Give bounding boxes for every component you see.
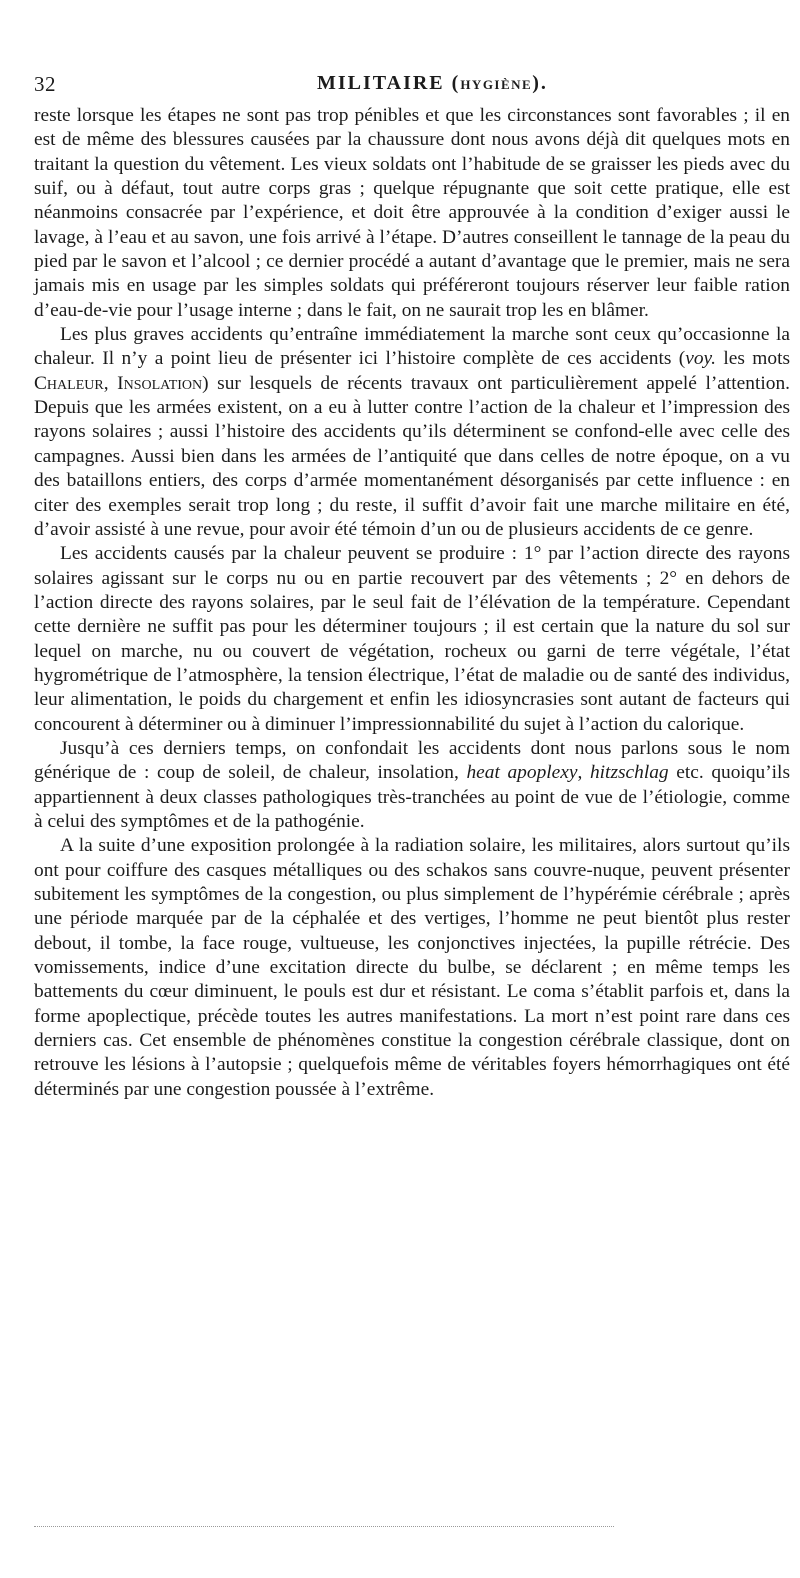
paragraph-text: , (577, 762, 590, 784)
foreign-term: heat apoplexy (466, 762, 578, 784)
paragraph-text: Les plus graves accidents qu’entraîne immédiatement la marche sont ceux qu’occasionne la chaleur. Il n’y a point lieu de présenter ici l’histoire complète de ces accidents ( (34, 324, 790, 370)
paragraph-text: Jusqu’à ces derniers temps, on confondait les accidents dont nous parlons sous le nom générique de : coup de soleil, de chaleur, insolation, (34, 737, 790, 784)
page-number: 32 (34, 72, 56, 96)
running-title-sub: HYGIÈNE (460, 77, 533, 92)
paragraph-heat-accidents (34, 323, 790, 542)
paragraph-terminology (34, 737, 790, 834)
foreign-term: hitzschlag (589, 762, 669, 784)
paragraph-text: etc. quoiqu’ils appartiennent à deux classes pathologiques très-tranchées au point de vue de l’étiologie, comme à celui des symptômes et de la pathogénie. (34, 762, 790, 832)
running-head (30, 72, 788, 102)
cross-reference-term: Insolation (117, 372, 203, 394)
body-text (34, 104, 790, 1102)
running-title-main: MILITAIRE ( (317, 72, 461, 94)
running-title (317, 72, 548, 95)
voy-abbreviation: voy. (685, 348, 716, 370)
paragraph-causes: Les accidents causés par la chaleur peuvent se produire : 1° par l’action directe des rayons solaires agissant sur le corps nu ou en partie recouvert par des vêtements ; 2° en dehors de l’action directe des rayons solaires, par le seul fait de l’élévation de la température. Cependant cette dernière ne suffit pas pour les déterminer toujours ; il est certain que la nature du sol sur lequel on marche, nu ou couvert de végétation, rocheux ou garni de terre végétale, l’état hygrométrique de l’atmosphère, la tension électrique, l’état de maladie ou de santé des individus, leur alimentation, le poids du chargement et enfin les idiosyncrasies sont autant de facteurs qui concourent à déterminer ou à diminuer l’impressionnabilité du sujet à l’action du calorique. (34, 543, 790, 735)
paragraph-text: ) sur lesquels de récents travaux ont particulièrement appelé l’attention. Depuis que les armées existent, on a eu à lutter contre l’action de la chaleur et l’impression des rayons solaires ; aussi l’histoire des accidents qu’ils déterminent se confond-elle avec celle des campagnes. Aussi bien dans les armées de l’antiquité que dans celles de notre époque, on a vu des bataillons entiers, des corps d’armée momentanément désorganisés par cette influence : en citer des exemples serait trop long ; du reste, il suffit d’avoir fait une marche militaire en été, d’avoir assisté à une revue, pour avoir été témoin d’un ou de plusieurs accidents de ce genre. (34, 372, 791, 540)
scan-artifact-divider (34, 1526, 614, 1527)
paragraph-continuation: reste lorsque les étapes ne sont pas trop pénibles et que les circonstances sont favorables ; il en est de même des blessures causées par la chaussure dont nous avons déjà dit quelques mots en traitant la question du vêtement. Les vieux soldats ont l’habitude de se graisser les pieds avec du suif, ou à défaut, tout autre corps gras ; quelque répugnante que soit cette pratique, elle est néanmoins consacrée par l’expérience, et doit être approuvée à la condition d’exiger aussi le lavage, à l’eau et au savon, une fois arrivé à l’étape. D’autres conseillent le tannage de la peau du pied par le savon et l’alcool ; ce dernier procédé a autant d’avantage que le premier, mais ne sera jamais mis en usage par les simples soldats qui préféreront toujours réserver leur faible ration d’eau-de-vie pour l’usage interne ; dans le fait, on ne saurait trop les en blâmer. (34, 105, 790, 321)
paragraph-text: , (103, 372, 118, 394)
cross-reference-term: Chaleur (34, 372, 104, 394)
running-title-close: ). (532, 72, 548, 94)
paragraph-symptoms: A la suite d’une exposition prolongée à la radiation solaire, les militaires, alors surtout qu’ils ont pour coiffure des casques métalliques ou des schakos sans couvre-nuque, peuvent présenter subitement les symptômes de la congestion, ou plus simplement de l’hypérémie cérébrale ; après une période marquée par de la céphalée et des vertiges, l’homme ne peut bientôt plus rester debout, il tombe, la face rouge, vultueuse, les conjonctives injectées, la pupille rétrécie. Des vomissements, indice d’une excitation directe du bulbe, se déclarent ; en même temps les battements du cœur diminuent, le pouls est dur et résistant. Le coma s’établit parfois et, dans la forme apoplectique, précède toutes les autres manifestations. La mort n’est point rare dans ces derniers cas. Cet ensemble de phénomènes constitue la congestion cérébrale classique, dont on retrouve les lésions à l’autopsie ; quelquefois même de véritables foyers hémorrhagiques ont été déterminés par une congestion poussée à l’extrême. (34, 835, 790, 1100)
paragraph-text: les mots (715, 348, 791, 370)
